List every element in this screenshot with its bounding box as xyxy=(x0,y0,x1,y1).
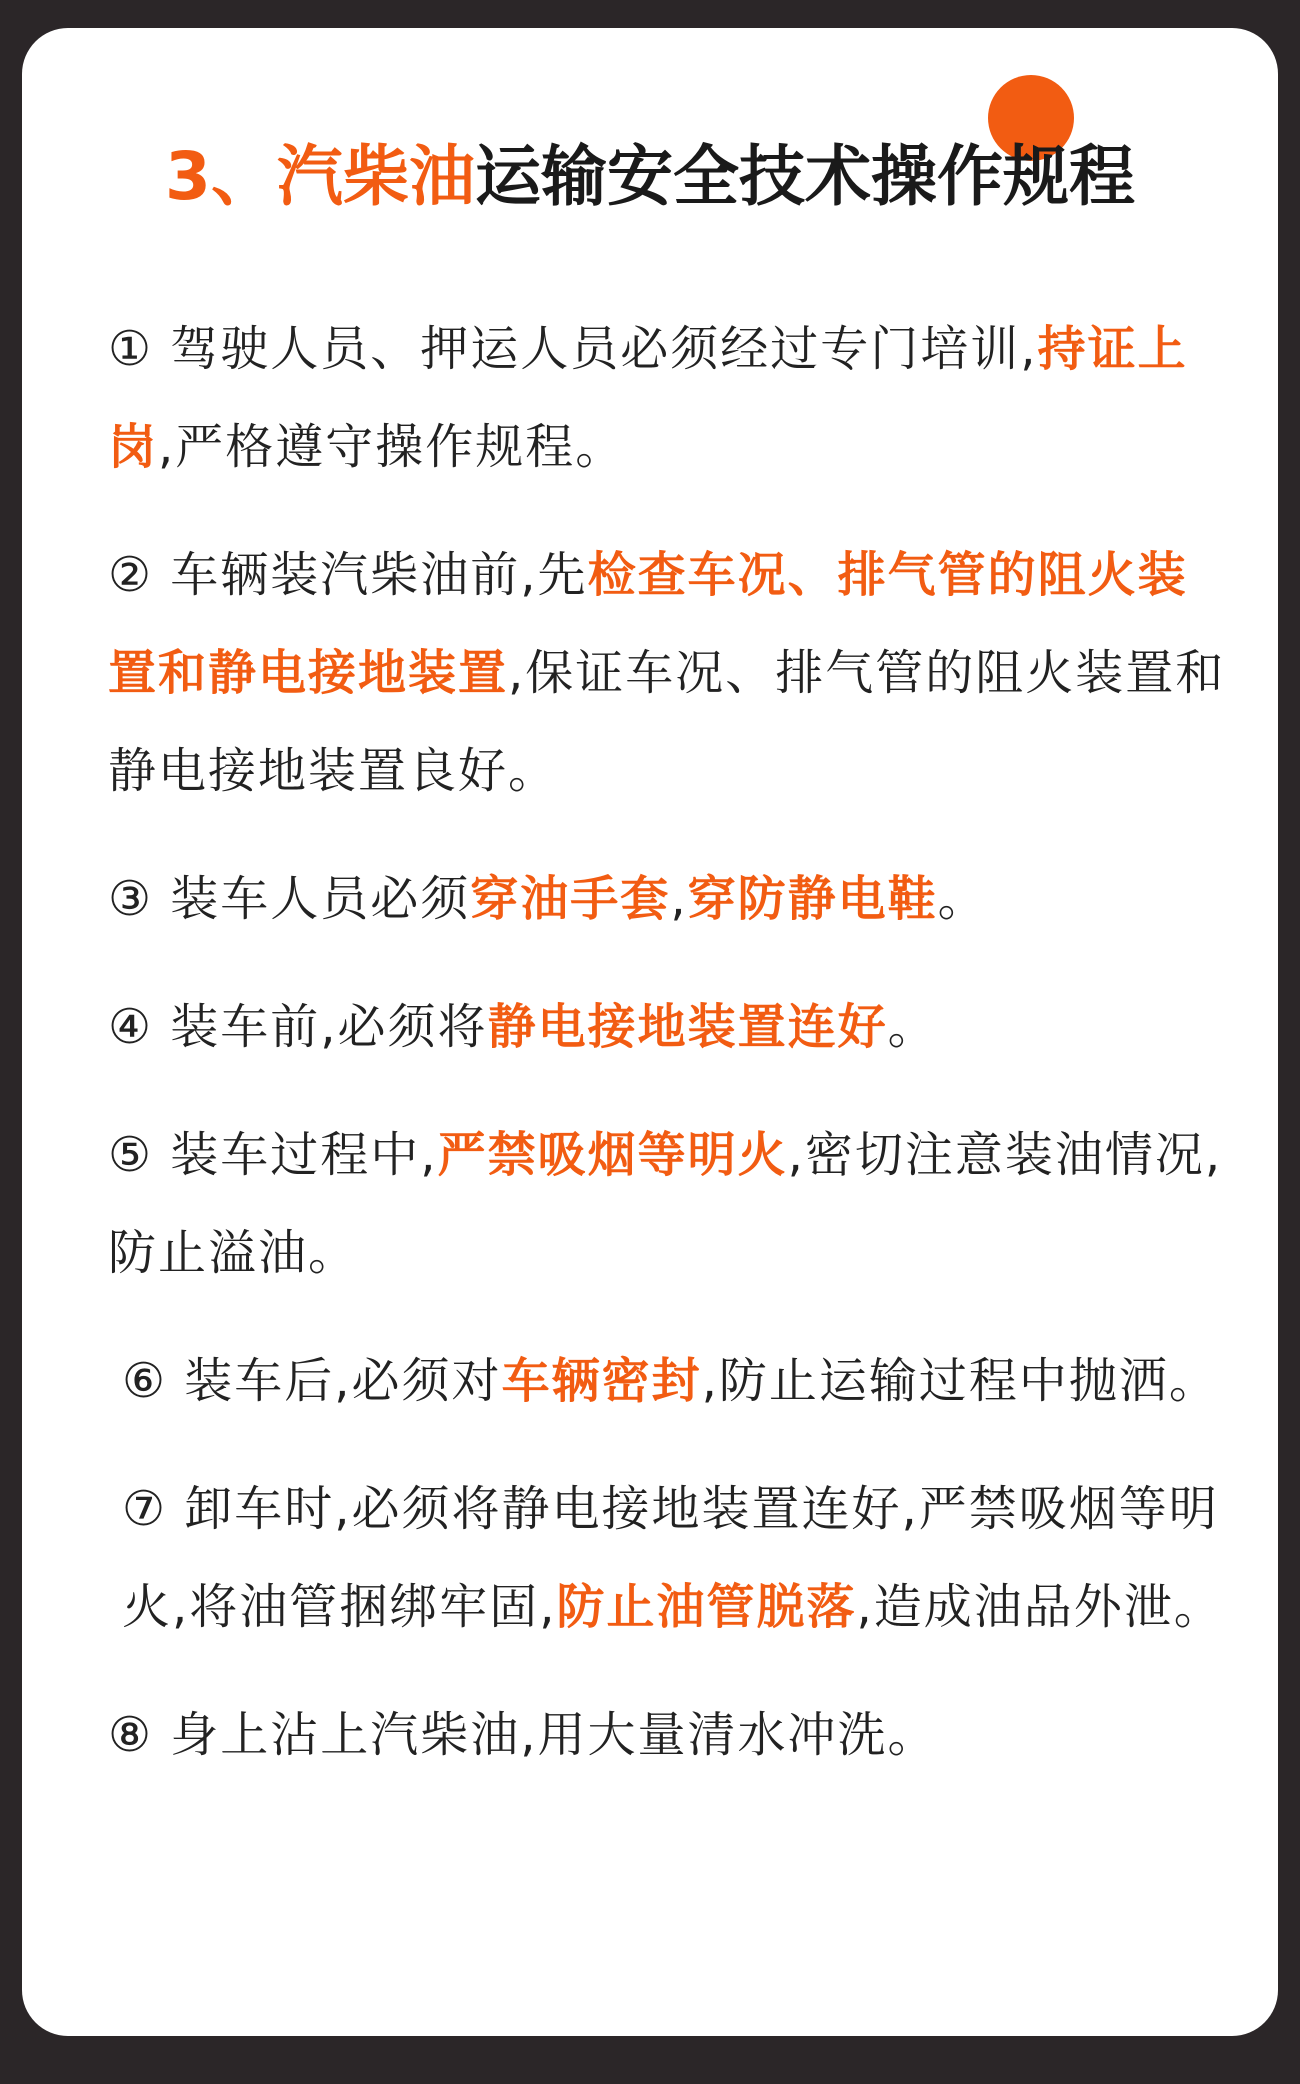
rule-number: ④ xyxy=(108,999,154,1055)
title-rest: 运输安全技术操作规程 xyxy=(474,138,1135,215)
rule-text: 。 xyxy=(937,871,988,927)
rule-item xyxy=(108,1686,1228,1784)
rule-highlight: 严禁吸烟等明火 xyxy=(437,1127,788,1183)
rule-item xyxy=(108,850,1228,948)
rule-text: ,密切注意装油情况,防止溢油。 xyxy=(108,1127,1223,1281)
rules-list xyxy=(108,300,1228,1814)
rule-text: 装车过程中, xyxy=(153,1127,438,1183)
rule-item xyxy=(108,1106,1228,1302)
rule-text: 。 xyxy=(887,999,938,1055)
rule-number: ⑥ xyxy=(122,1353,168,1409)
rule-highlight: 车辆密封 xyxy=(501,1353,702,1409)
title-highlight: 3、汽柴油 xyxy=(165,138,475,215)
rule-item xyxy=(108,1460,1228,1656)
rule-number: ② xyxy=(108,547,154,603)
rule-item xyxy=(108,1332,1228,1430)
rule-highlight: 穿防静电鞋 xyxy=(687,871,938,927)
rule-number: ⑦ xyxy=(122,1481,168,1537)
rule-number: ⑧ xyxy=(108,1707,154,1763)
rule-text: ,严格遵守操作规程。 xyxy=(158,419,626,475)
rule-text: 身上沾上汽柴油,用大量清水冲洗。 xyxy=(153,1707,938,1763)
rule-highlight: 静电接地装置连好 xyxy=(487,999,888,1055)
rule-text: 卸车时,必须将静电接地装置连好,严禁吸烟等明火,将油管捆绑牢固, xyxy=(122,1481,1219,1635)
rule-text: 装车前,必须将 xyxy=(153,999,488,1055)
rule-number: ③ xyxy=(108,871,154,927)
rule-text: ,防止运输过程中抛洒。 xyxy=(701,1353,1219,1409)
rule-text: 装车后,必须对 xyxy=(167,1353,502,1409)
rule-highlight: 检查车况、排气管的阻火装置和静电接地装置 xyxy=(108,547,1188,701)
rule-item xyxy=(108,978,1228,1076)
rule-text: 驾驶人员、押运人员必须经过专门培训, xyxy=(153,321,1038,377)
rule-highlight: 防止油管脱落 xyxy=(556,1579,857,1635)
rule-text: , xyxy=(670,871,688,927)
rule-text: 车辆装汽柴油前,先 xyxy=(153,547,588,603)
rule-item xyxy=(108,300,1228,496)
rule-number: ⑤ xyxy=(108,1127,154,1183)
rule-text: 装车人员必须 xyxy=(153,871,471,927)
rule-text: ,造成油品外泄。 xyxy=(856,1579,1224,1635)
rule-item xyxy=(108,526,1228,820)
content-card xyxy=(22,28,1278,2036)
rule-text: ,保证车况、排气管的阻火装置和静电接地装置良好。 xyxy=(108,645,1226,799)
rule-number: ① xyxy=(108,321,154,377)
rule-highlight: 穿油手套 xyxy=(470,871,671,927)
rule-highlight: 持证上岗 xyxy=(108,321,1188,475)
page-title xyxy=(22,132,1278,222)
